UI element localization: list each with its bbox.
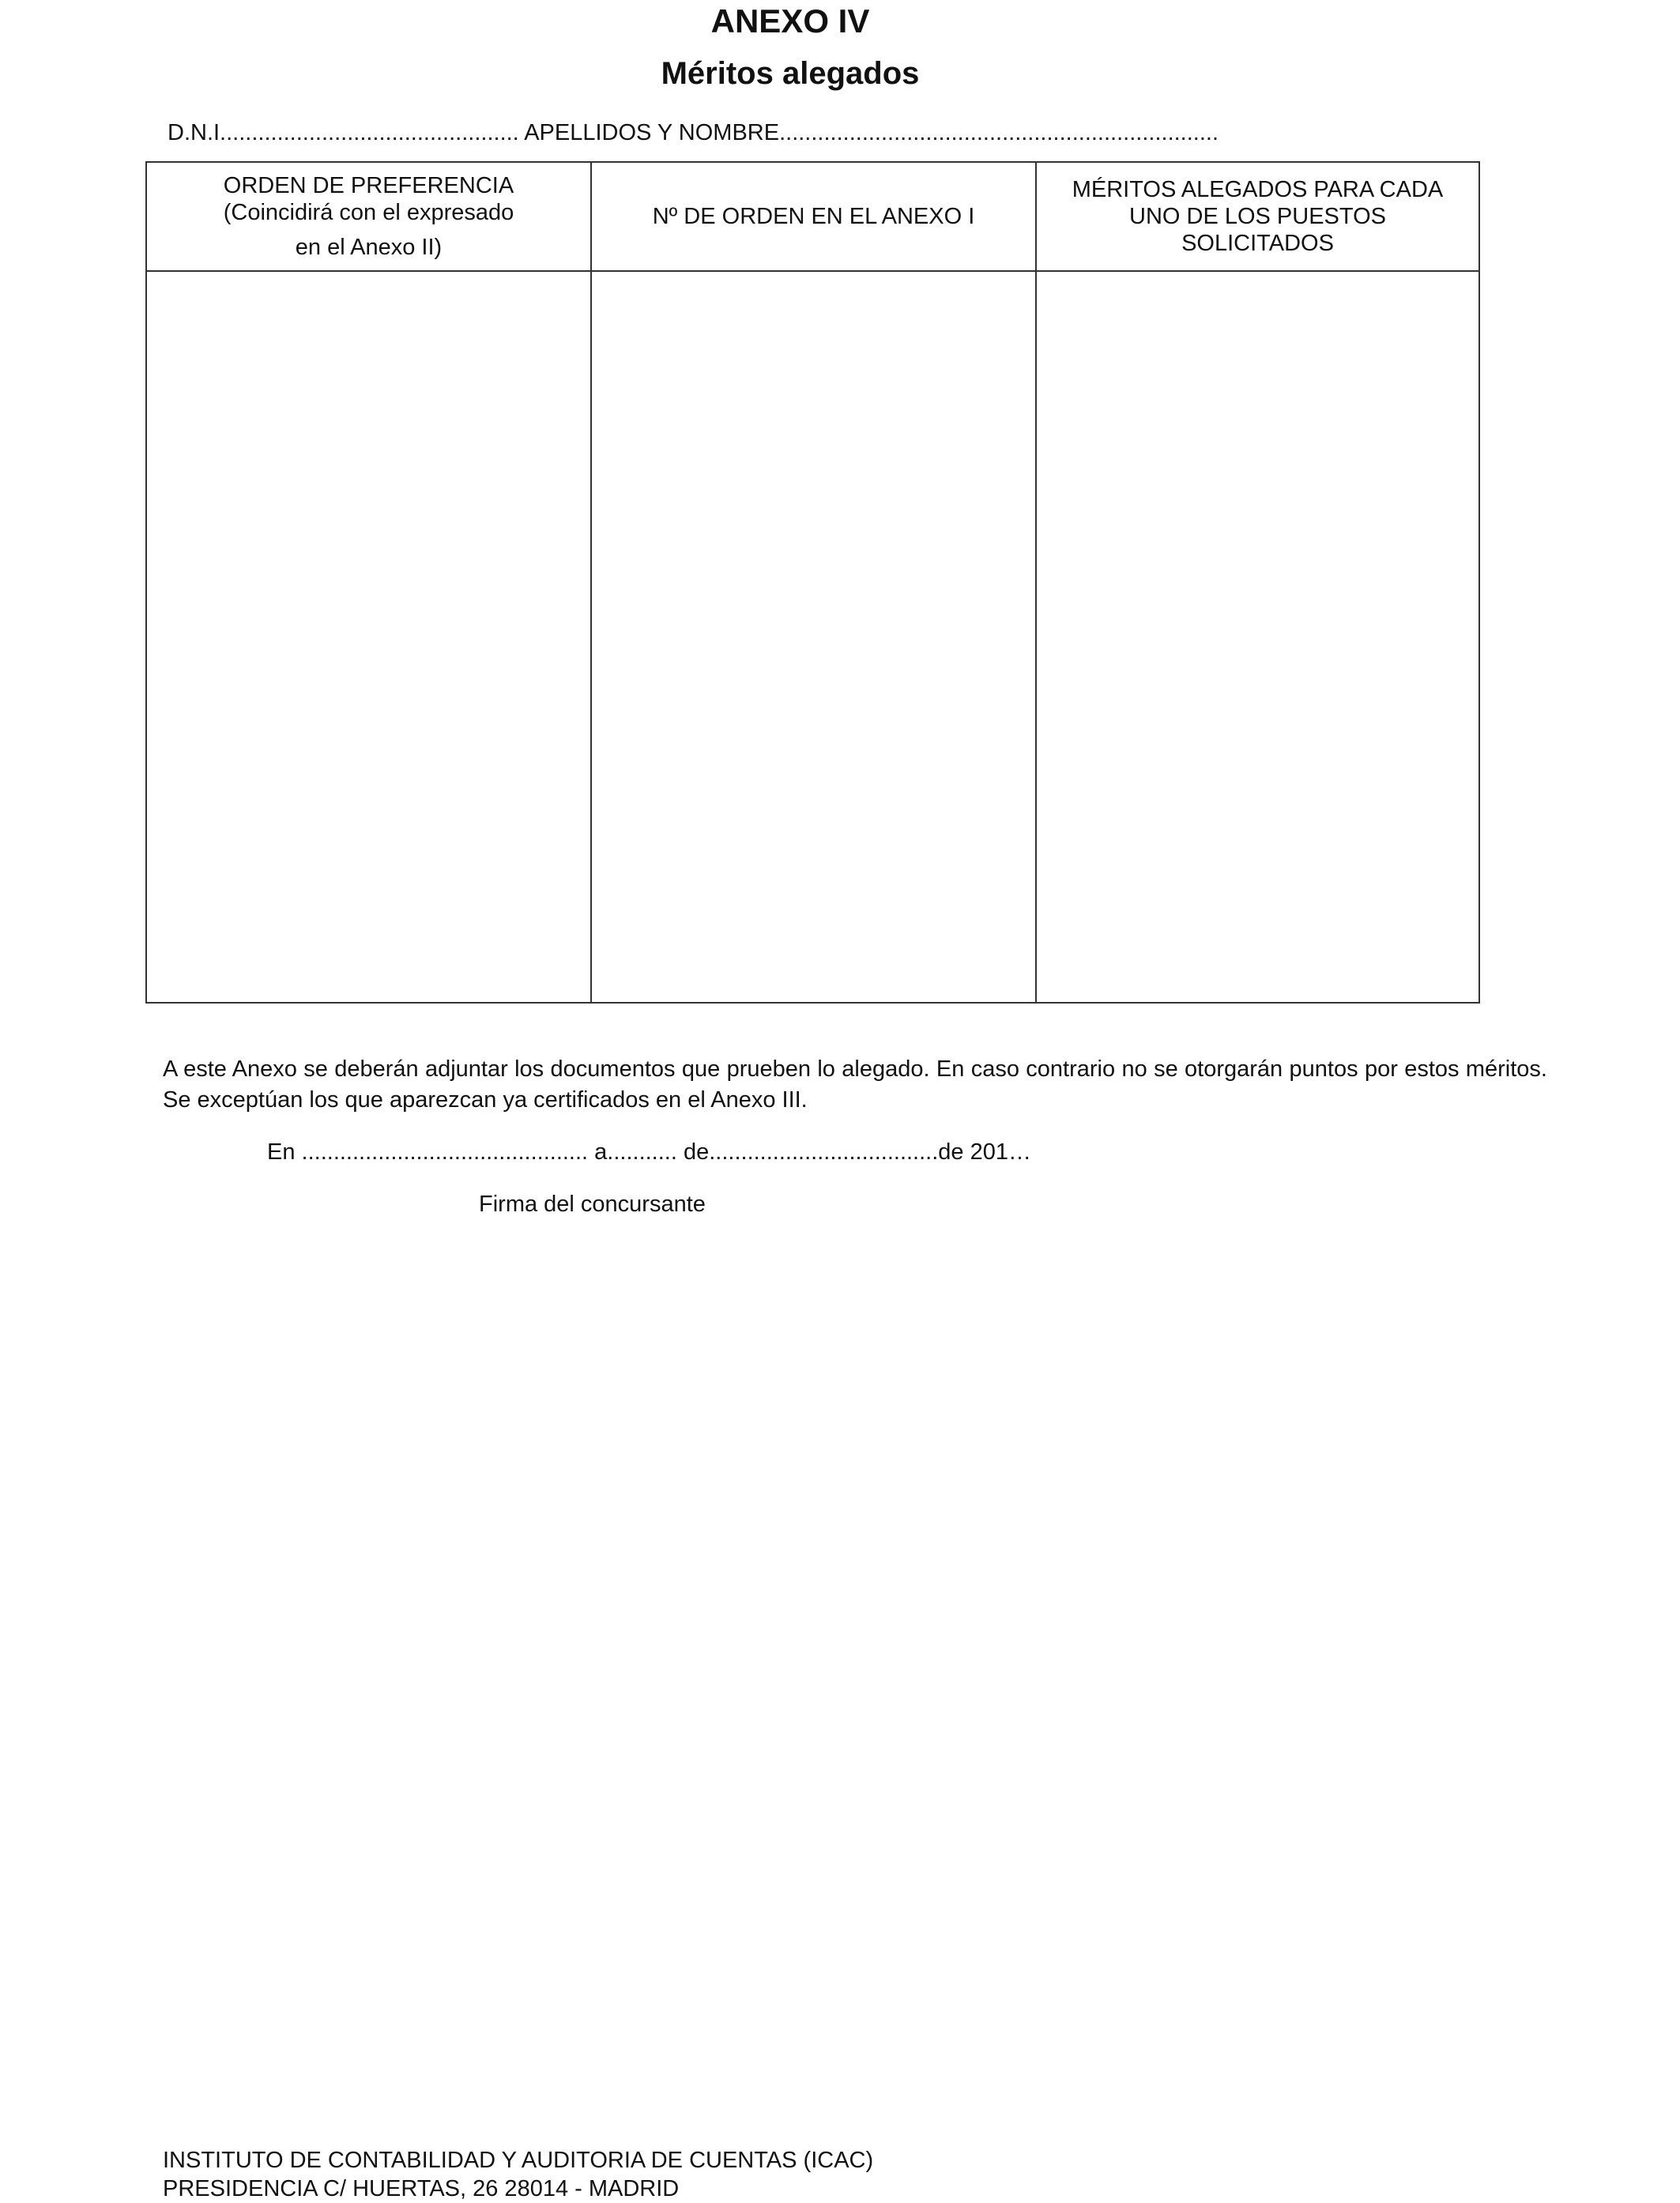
merits-table — [145, 161, 1480, 1004]
header-line: UNO DE LOS PUESTOS — [1129, 204, 1386, 229]
footer-institution: INSTITUTO DE CONTABILIDAD Y AUDITORIA DE CUENTAS (ICAC) — [163, 2148, 874, 2173]
preference-order-cell[interactable] — [146, 271, 591, 1003]
header-line: ORDEN DE PREFERENCIA — [223, 173, 514, 198]
table-row — [146, 271, 1479, 1003]
column-header-annex-order-number — [591, 162, 1036, 271]
column-header-preference-order — [146, 162, 591, 271]
header-line: Nº DE ORDEN EN EL ANEXO I — [652, 204, 975, 229]
header-line: (Coincidirá con el expresado — [223, 200, 514, 225]
dni-name-line: D.N.I............................................... APELLIDOS Y NOMBRE..................................................................... — [168, 120, 1219, 145]
header-line: en el Anexo II) — [295, 235, 443, 260]
header-line: MÉRITOS ALEGADOS PARA CADA — [1072, 177, 1444, 202]
merits-cell[interactable] — [1036, 271, 1479, 1003]
table-header-row — [146, 162, 1479, 271]
footer-address — [163, 2146, 873, 2203]
column-header-merits — [1036, 162, 1479, 271]
signature-label: Firma del concursante — [479, 1192, 706, 1217]
attachment-note: A este Anexo se deberán adjuntar los documentos que prueben lo alegado. En caso contrario no se otorgarán puntos por estos méritos. Se exceptúan los que aparezcan ya certificados en el Anexo III. — [163, 1056, 1547, 1113]
header-line: SOLICITADOS — [1181, 231, 1334, 256]
annex-order-number-cell[interactable] — [591, 271, 1036, 1003]
footer-street-address: PRESIDENCIA C/ HUERTAS, 26 28014 - MADRID — [163, 2176, 680, 2201]
page-subtitle: Méritos alegados — [661, 56, 920, 91]
page-title: ANEXO IV — [710, 2, 870, 40]
place-date-line: En ............................................. a........... de....................................de 201… — [267, 1139, 1031, 1165]
